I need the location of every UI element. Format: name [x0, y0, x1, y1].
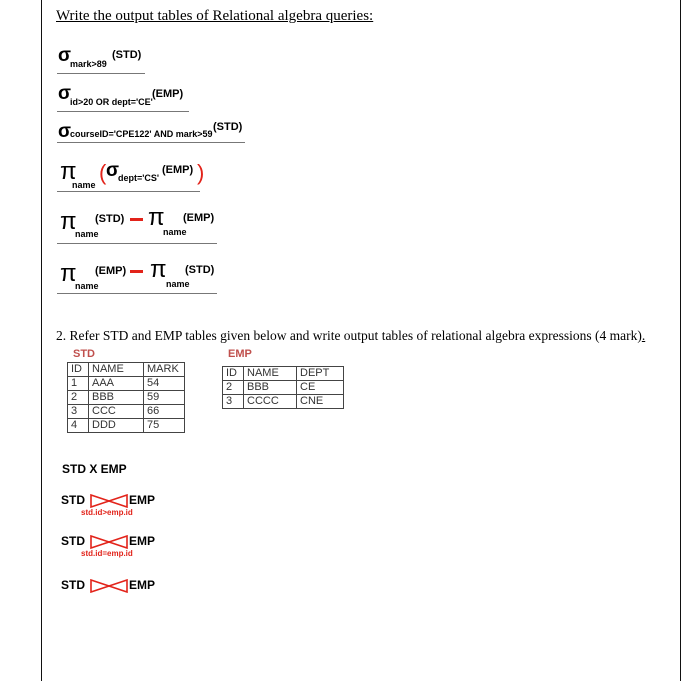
cross-product-expression: STD X EMP	[62, 462, 127, 476]
pi-symbol: π	[150, 256, 167, 283]
close-paren: )	[197, 160, 205, 185]
join-right-relation: EMP	[129, 493, 156, 507]
relation-name: (EMP)	[183, 212, 215, 224]
projection-attribute: name	[163, 227, 187, 237]
relation-name: (EMP)	[162, 164, 194, 176]
join-right-relation: EMP	[129, 578, 156, 592]
table-cell: CE	[297, 381, 344, 395]
table-cell: 2	[223, 381, 244, 395]
std-table	[67, 362, 185, 433]
relation-name: (STD)	[185, 264, 215, 276]
column-header: NAME	[89, 363, 144, 377]
answer-line	[57, 243, 217, 244]
table-row	[223, 395, 344, 409]
answer-line	[57, 293, 217, 294]
answer-line	[57, 191, 200, 192]
table-row	[68, 377, 185, 391]
join-left-relation: STD	[61, 493, 85, 507]
column-header: NAME	[244, 367, 297, 381]
column-header: DEPT	[297, 367, 344, 381]
question-2-text: 2. Refer STD and EMP tables given below and write output tables of relational algebra expressions (4 mark).	[56, 328, 646, 343]
table-row	[68, 419, 185, 433]
emp-table-caption: EMP	[228, 348, 252, 360]
answer-line	[57, 111, 189, 112]
std-table-caption: STD	[73, 348, 95, 360]
table-row	[68, 405, 185, 419]
pi-symbol: π	[148, 204, 165, 231]
minus-operator	[130, 270, 143, 273]
join-condition: std.id=emp.id	[81, 549, 133, 558]
table-header-row	[68, 363, 185, 377]
pi-symbol: π	[60, 260, 77, 287]
emp-table	[222, 366, 344, 409]
sigma-symbol: σ	[58, 45, 71, 66]
selection-condition: id>20 OR dept='CE'	[70, 97, 153, 107]
table-cell: AAA	[89, 377, 144, 391]
sigma-symbol: σ	[58, 83, 71, 104]
answer-line	[57, 142, 245, 143]
join-bowtie-icon	[90, 535, 128, 549]
projection-attribute: name	[75, 229, 99, 239]
answer-line	[57, 73, 145, 74]
table-cell: 2	[68, 391, 89, 405]
projection-attribute: name	[166, 279, 190, 289]
column-header: ID	[68, 363, 89, 377]
table-header-row	[223, 367, 344, 381]
table-cell: CNE	[297, 395, 344, 409]
table-cell: 3	[223, 395, 244, 409]
sigma-symbol: σ	[58, 121, 71, 142]
join-bowtie-icon	[90, 579, 128, 593]
relation-name: (EMP)	[152, 88, 184, 100]
join-left-relation: STD	[61, 534, 85, 548]
join-condition: std.id>emp.id	[81, 508, 133, 517]
table-cell: 4	[68, 419, 89, 433]
table-cell: 59	[144, 391, 185, 405]
sigma-symbol: σ	[106, 160, 119, 181]
minus-operator	[130, 218, 143, 221]
pi-symbol: π	[60, 158, 77, 185]
column-header: MARK	[144, 363, 185, 377]
selection-condition: courseID='CPE122' AND mark>59	[70, 129, 213, 139]
projection-attribute: name	[72, 180, 96, 190]
table-cell: 1	[68, 377, 89, 391]
projection-attribute: name	[75, 281, 99, 291]
table-cell: CCC	[89, 405, 144, 419]
table-cell: CCCC	[244, 395, 297, 409]
relation-name: (EMP)	[95, 265, 127, 277]
selection-condition: mark>89	[70, 59, 107, 69]
table-cell: 54	[144, 377, 185, 391]
table-cell: DDD	[89, 419, 144, 433]
join-right-relation: EMP	[129, 534, 156, 548]
relation-name: (STD)	[95, 213, 125, 225]
page-heading: Write the output tables of Relational algebra queries:	[56, 8, 374, 24]
table-row	[223, 381, 344, 395]
join-left-relation: STD	[61, 578, 85, 592]
table-cell: 75	[144, 419, 185, 433]
open-paren: (	[99, 160, 107, 185]
table-cell: 66	[144, 405, 185, 419]
pi-symbol: π	[60, 208, 77, 235]
table-cell: BBB	[244, 381, 297, 395]
table-row	[68, 391, 185, 405]
relation-name: (STD)	[112, 49, 142, 61]
relation-name: (STD)	[213, 121, 243, 133]
join-bowtie-icon	[90, 494, 128, 508]
selection-condition: dept='CS'	[118, 173, 160, 183]
table-cell: 3	[68, 405, 89, 419]
table-cell: BBB	[89, 391, 144, 405]
column-header: ID	[223, 367, 244, 381]
